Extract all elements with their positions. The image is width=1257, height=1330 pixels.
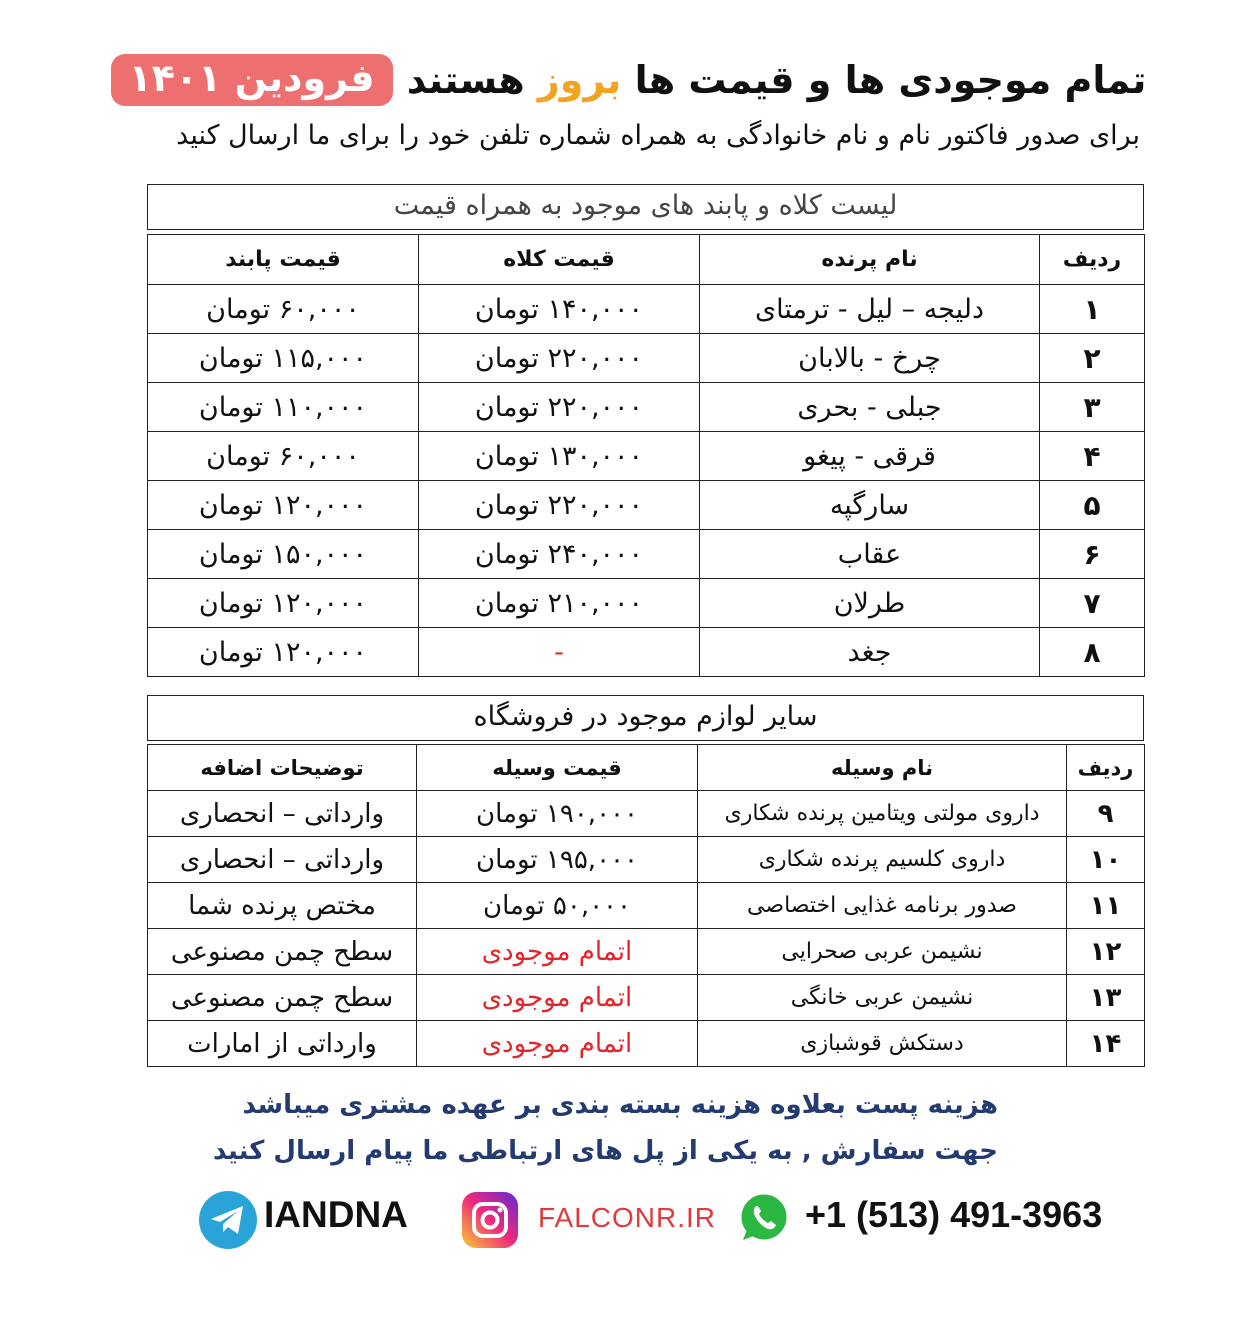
- anklet-price: ۶۰,۰۰۰ تومان: [148, 285, 419, 334]
- title-part1: تمام موجودی ها و قیمت ها: [634, 58, 1147, 102]
- telegram-handle[interactable]: IANDNA: [264, 1194, 408, 1235]
- item-price: اتمام موجودی: [417, 975, 698, 1021]
- website-link[interactable]: FALCONR.IR: [538, 1202, 717, 1233]
- hood-price: -: [419, 628, 700, 677]
- hood-price: ۱۴۰,۰۰۰ تومان: [419, 285, 700, 334]
- phone-number[interactable]: +1 (513) 491-3963: [805, 1194, 1103, 1235]
- hood-price: ۲۲۰,۰۰۰ تومان: [419, 334, 700, 383]
- row-index: ۱۲: [1067, 929, 1145, 975]
- column-header-item-name: نام وسیله: [698, 745, 1067, 791]
- bird-name: عقاب: [700, 530, 1040, 579]
- row-index: ۲: [1040, 334, 1145, 383]
- whatsapp-icon[interactable]: [735, 1188, 793, 1246]
- row-index: ۳: [1040, 383, 1145, 432]
- row-index: ۸: [1040, 628, 1145, 677]
- anklet-price: ۶۰,۰۰۰ تومان: [148, 432, 419, 481]
- table-row: [148, 1021, 1145, 1067]
- table-row: [148, 579, 1145, 628]
- item-name: داروی مولتی ویتامین پرنده شکاری: [698, 791, 1067, 837]
- contact-bar: [0, 1188, 1257, 1252]
- hood-price: ۲۲۰,۰۰۰ تومان: [419, 481, 700, 530]
- item-price: ۱۹۵,۰۰۰ تومان: [417, 837, 698, 883]
- anklet-price: ۱۲۰,۰۰۰ تومان: [148, 481, 419, 530]
- item-notes: سطح چمن مصنوعی: [148, 975, 417, 1021]
- anklet-price: ۱۲۰,۰۰۰ تومان: [148, 628, 419, 677]
- anklet-price: ۱۲۰,۰۰۰ تومان: [148, 579, 419, 628]
- bird-name: چرخ - بالابان: [700, 334, 1040, 383]
- row-index: ۱۰: [1067, 837, 1145, 883]
- hood-price: ۱۳۰,۰۰۰ تومان: [419, 432, 700, 481]
- date-badge: فرودین ۱۴۰۱: [111, 54, 393, 106]
- item-price: اتمام موجودی: [417, 1021, 698, 1067]
- table-row: [148, 481, 1145, 530]
- item-price: اتمام موجودی: [417, 929, 698, 975]
- bird-name: طرلان: [700, 579, 1040, 628]
- telegram-icon[interactable]: [198, 1190, 258, 1250]
- bird-name: دلیجه – لیل - ترمتای: [700, 285, 1040, 334]
- table-header-row: [148, 235, 1145, 285]
- table-row: [148, 975, 1145, 1021]
- column-header-index: ردیف: [1040, 235, 1145, 285]
- item-notes: وارداتی – انحصاری: [148, 791, 417, 837]
- headline: [0, 48, 1257, 112]
- anklet-price: ۱۵۰,۰۰۰ تومان: [148, 530, 419, 579]
- table-row: [148, 791, 1145, 837]
- table-header-row: [148, 745, 1145, 791]
- title-part2: هستند: [406, 58, 525, 102]
- hood-price: ۲۲۰,۰۰۰ تومان: [419, 383, 700, 432]
- item-notes: مختص پرنده شما: [148, 883, 417, 929]
- supplies-price-table: [147, 744, 1145, 1067]
- row-index: ۱: [1040, 285, 1145, 334]
- column-header-hood-price: قیمت کلاه: [419, 235, 700, 285]
- item-name: نشیمن عربی خانگی: [698, 975, 1067, 1021]
- column-header-notes: توضیحات اضافه: [148, 745, 417, 791]
- item-name: صدور برنامه غذایی اختصاصی: [698, 883, 1067, 929]
- item-name: داروی کلسیم پرنده شکاری: [698, 837, 1067, 883]
- table-row: [148, 929, 1145, 975]
- bird-name: قرقی - پیغو: [700, 432, 1040, 481]
- column-header-index: ردیف: [1067, 745, 1145, 791]
- table-row: [148, 628, 1145, 677]
- table-row: [148, 334, 1145, 383]
- table-row: [148, 530, 1145, 579]
- bird-name: سارگپه: [700, 481, 1040, 530]
- item-notes: وارداتی از امارات: [148, 1021, 417, 1067]
- row-index: ۵: [1040, 481, 1145, 530]
- table-row: [148, 383, 1145, 432]
- column-header-anklet-price: قیمت پابند: [148, 235, 419, 285]
- birds-price-table: [147, 234, 1145, 677]
- shipping-note: هزینه پست بعلاوه هزینه بسته بندی بر عهده مشتری میباشد: [242, 1090, 998, 1120]
- bird-name: جبلی - بحری: [700, 383, 1040, 432]
- table-row: [148, 432, 1145, 481]
- item-notes: وارداتی – انحصاری: [148, 837, 417, 883]
- hood-price: ۲۱۰,۰۰۰ تومان: [419, 579, 700, 628]
- anklet-price: ۱۱۵,۰۰۰ تومان: [148, 334, 419, 383]
- instagram-icon[interactable]: [462, 1192, 518, 1248]
- title-highlight: بروز: [537, 58, 622, 102]
- item-name: نشیمن عربی صحرایی: [698, 929, 1067, 975]
- hood-price: ۲۴۰,۰۰۰ تومان: [419, 530, 700, 579]
- row-index: ۷: [1040, 579, 1145, 628]
- supplies-table-caption: سایر لوازم موجود در فروشگاه: [147, 695, 1144, 741]
- anklet-price: ۱۱۰,۰۰۰ تومان: [148, 383, 419, 432]
- table-row: [148, 837, 1145, 883]
- item-price: ۵۰,۰۰۰ تومان: [417, 883, 698, 929]
- bird-name: جغد: [700, 628, 1040, 677]
- row-index: ۴: [1040, 432, 1145, 481]
- item-price: ۱۹۰,۰۰۰ تومان: [417, 791, 698, 837]
- row-index: ۶: [1040, 530, 1145, 579]
- row-index: ۱۱: [1067, 883, 1145, 929]
- table-row: [148, 883, 1145, 929]
- item-notes: سطح چمن مصنوعی: [148, 929, 417, 975]
- page-title: [407, 58, 1147, 102]
- subtitle: برای صدور فاکتور نام و نام خانوادگی به همراه شماره تلفن خود را برای ما ارسال کنید: [176, 120, 1140, 151]
- item-name: دستکش قوشبازی: [698, 1021, 1067, 1067]
- row-index: ۱۳: [1067, 975, 1145, 1021]
- table-row: [148, 285, 1145, 334]
- order-note: جهت سفارش , به یکی از پل های ارتباطی ما پیام ارسال کنید: [212, 1136, 998, 1166]
- column-header-bird-name: نام پرنده: [700, 235, 1040, 285]
- column-header-item-price: قیمت وسیله: [417, 745, 698, 791]
- row-index: ۱۴: [1067, 1021, 1145, 1067]
- birds-table-caption: لیست کلاه و پابند های موجود به همراه قیمت: [147, 184, 1144, 230]
- row-index: ۹: [1067, 791, 1145, 837]
